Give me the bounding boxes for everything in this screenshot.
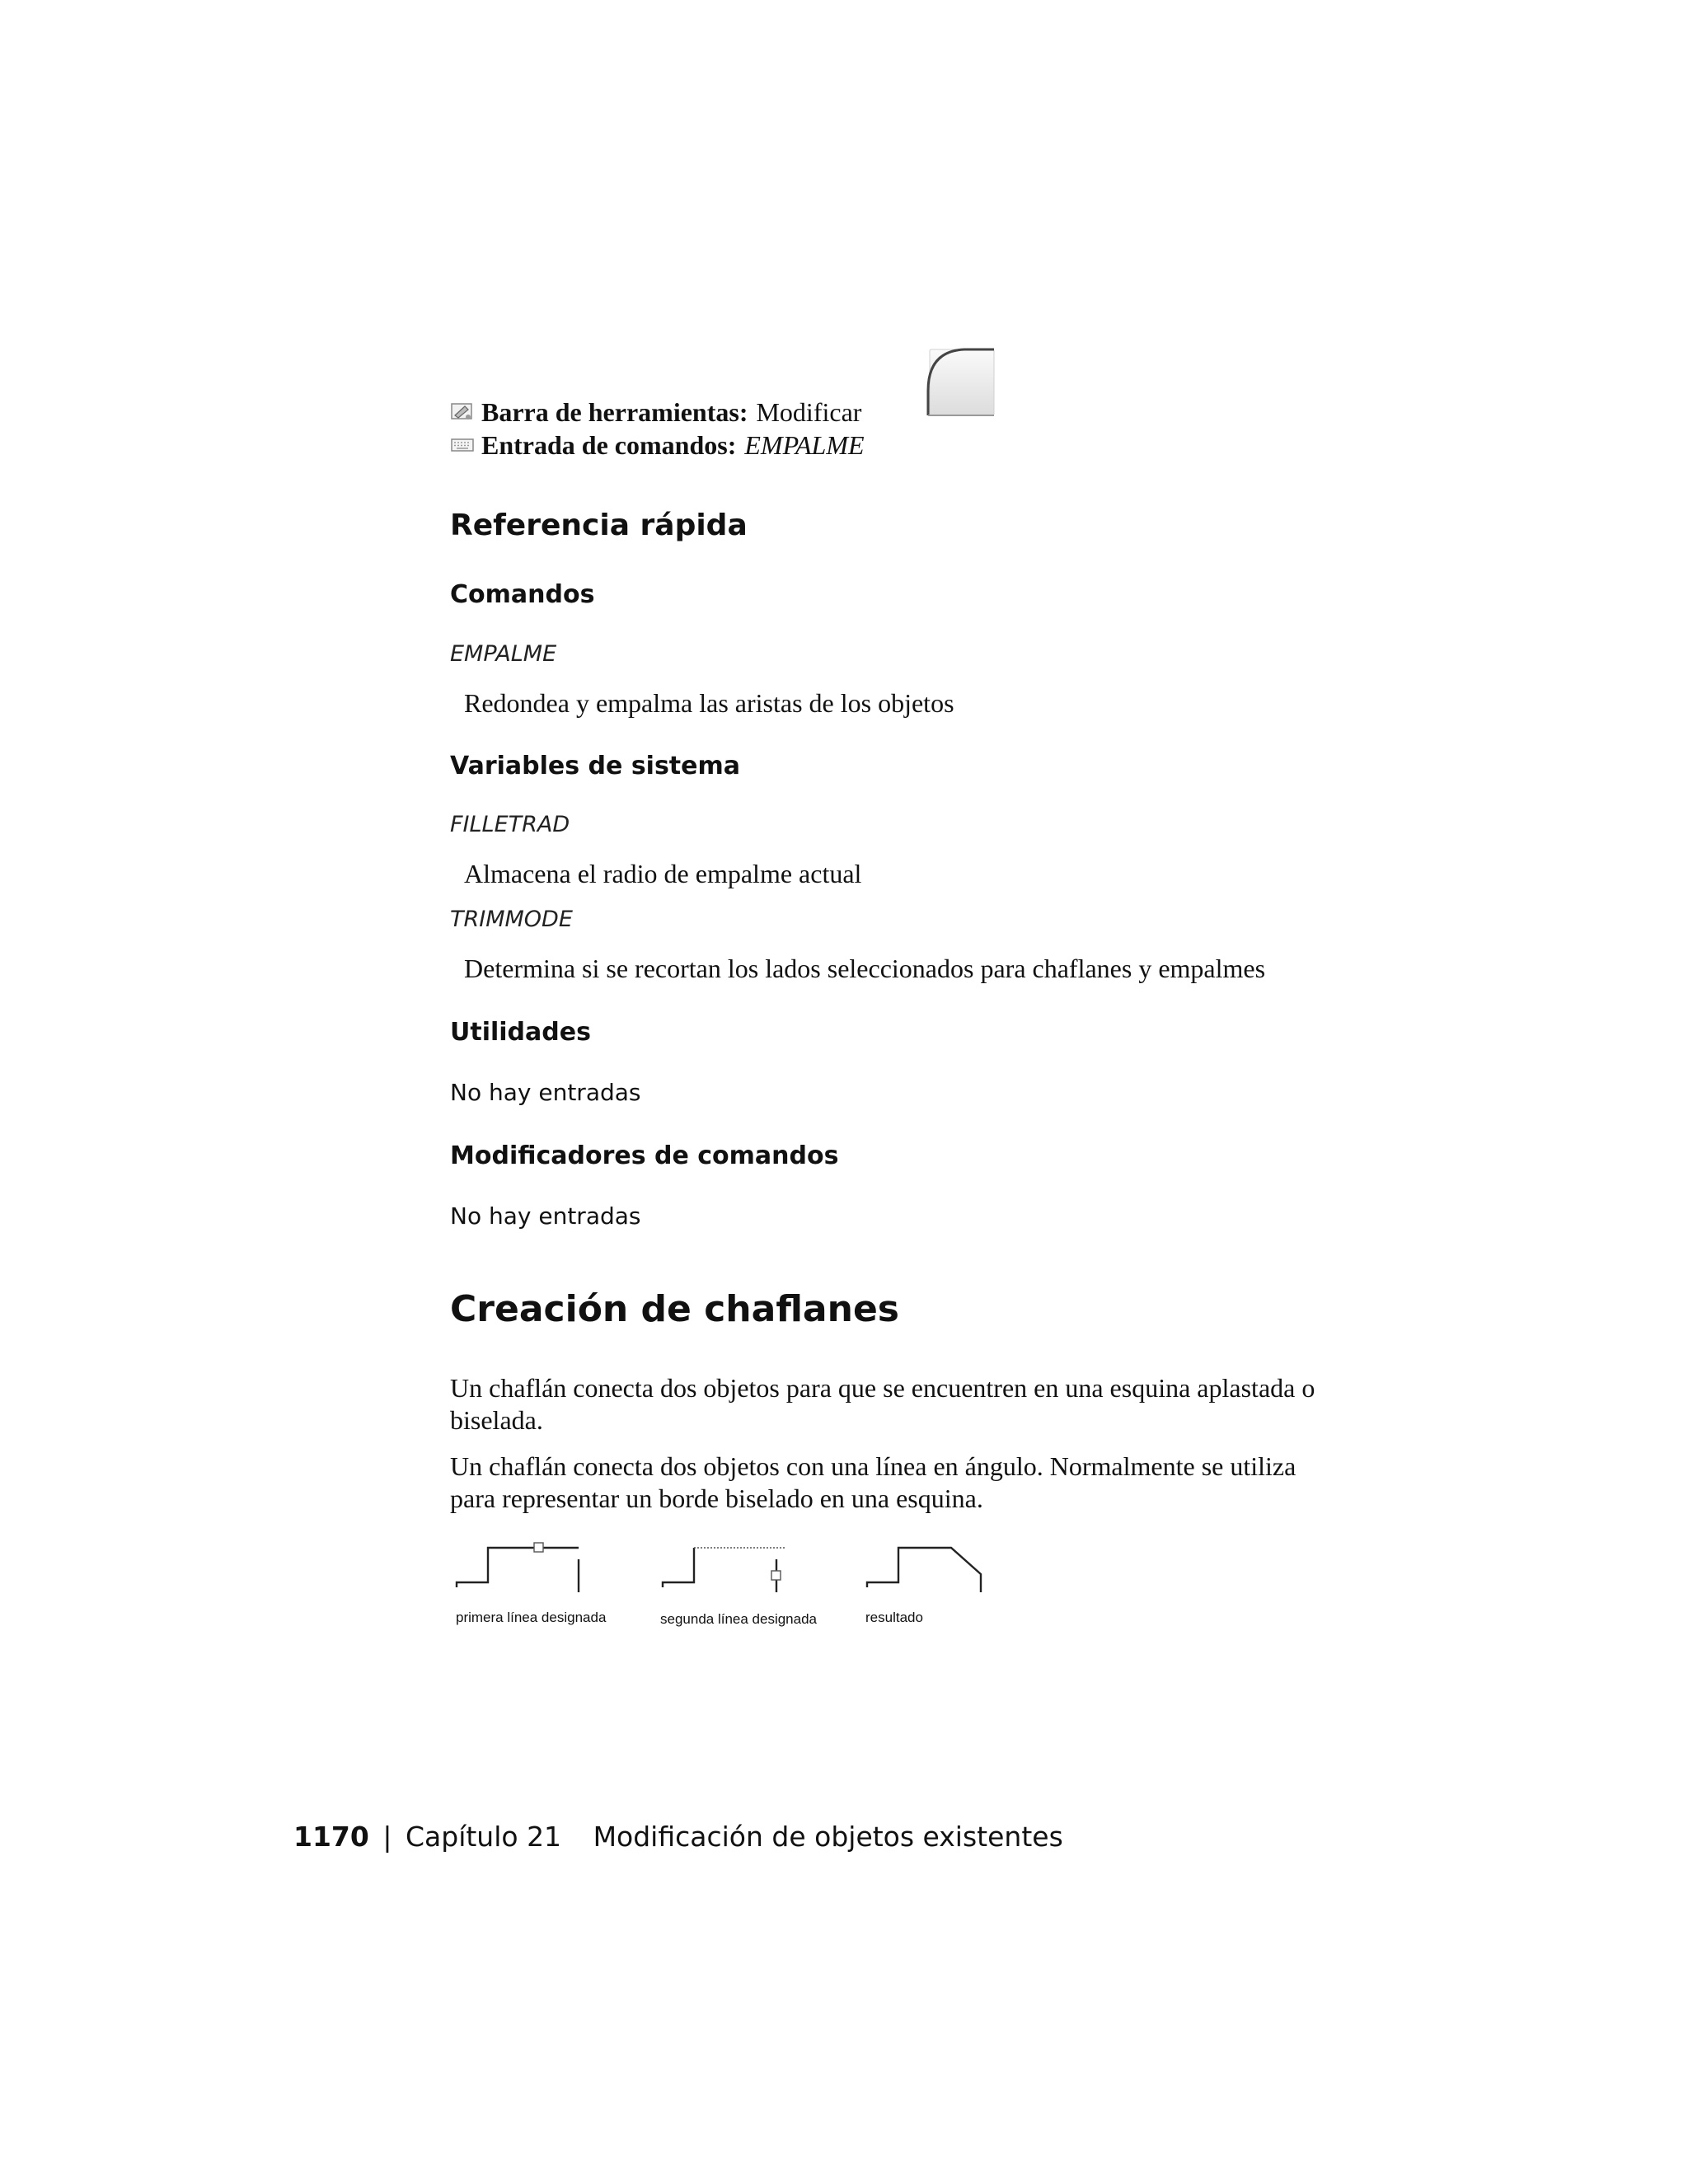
variable-description: Determina si se recortan los lados seleccionados para chaflanes y empalmes <box>464 954 1266 983</box>
chamfer-diagram-first-line <box>452 1535 584 1592</box>
fillet-icon <box>923 344 997 420</box>
utilities-text: No hay entradas <box>450 1079 641 1106</box>
section-paragraph: Un chaflán conecta dos objetos para que se encuentren en una esquina aplastada o biselada. <box>450 1373 1315 1435</box>
command-label: Entrada de comandos: <box>481 430 737 460</box>
utilities-heading: Utilidades <box>450 1018 591 1047</box>
command-access-line <box>450 429 865 462</box>
commands-heading: Comandos <box>450 580 595 609</box>
section-paragraph: Un chaflán conecta dos objetos con una línea en ángulo. Normalmente se utiliza para representar un borde biselado en una esquina. <box>450 1451 1296 1513</box>
footer-chapter-title: Modificación de objetos existentes <box>593 1821 1063 1853</box>
system-variables-heading: Variables de sistema <box>450 752 741 780</box>
variable-description: Almacena el radio de empalme actual <box>464 859 862 888</box>
figure-caption: primera línea designada <box>456 1610 607 1625</box>
variable-term: TRIMMODE <box>450 907 573 932</box>
quick-reference-title: Referencia rápida <box>450 509 748 542</box>
command-modifiers-heading: Modificadores de comandos <box>450 1141 839 1170</box>
keyboard-icon <box>450 434 475 456</box>
figure-caption: segunda línea designada <box>660 1611 817 1627</box>
footer-separator: | <box>382 1821 392 1853</box>
command-description: Redondea y empalma las aristas de los objetos <box>464 688 954 718</box>
section-title: Creación de chaflanes <box>450 1288 899 1330</box>
chamfer-diagram-result <box>862 1535 994 1592</box>
toolbar-icon <box>450 401 475 423</box>
command-modifiers-text: No hay entradas <box>450 1202 641 1230</box>
toolbar-label: Barra de herramientas: <box>481 397 748 427</box>
footer-chapter: Capítulo 21 <box>405 1821 562 1853</box>
chamfer-diagram-second-line <box>658 1535 790 1592</box>
command-value: EMPALME <box>744 430 865 460</box>
variable-term: FILLETRAD <box>450 812 570 837</box>
toolbar-value: Modificar <box>756 397 862 427</box>
figure-caption: resultado <box>865 1610 923 1625</box>
page-number: 1170 <box>293 1821 369 1853</box>
page-footer <box>293 1820 1063 1854</box>
command-term: EMPALME <box>450 641 557 667</box>
toolbar-access-line <box>450 396 861 429</box>
